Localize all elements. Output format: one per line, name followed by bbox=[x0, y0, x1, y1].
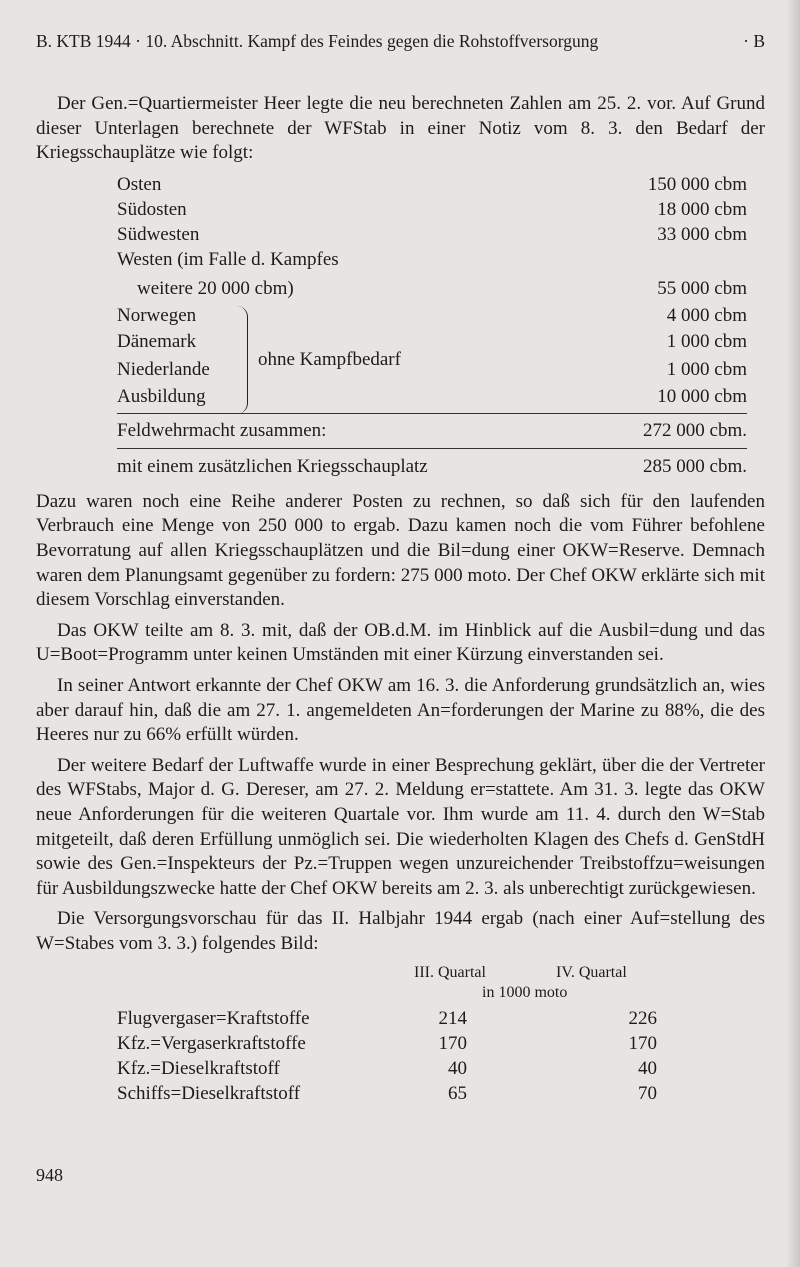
fuel-demand-table bbox=[36, 172, 765, 484]
table-row bbox=[117, 1006, 657, 1031]
row-label: Dänemark bbox=[117, 330, 197, 352]
row-label: Südwesten bbox=[117, 223, 200, 245]
unit-label: in 1000 moto bbox=[482, 984, 568, 1002]
table-row bbox=[117, 197, 747, 222]
paragraph: Der Gen.=Quartiermeister Heer legte die neu berechneten Zahlen am 25. 2. vor. Auf Grund dieser Unterlagen berechnete der WFStab in einer Notiz vom 8. 3. den Bedarf der Kriegsschauplätze wie folgt: bbox=[36, 93, 765, 164]
table-row bbox=[117, 384, 747, 409]
q4-value: 70 bbox=[638, 1083, 657, 1105]
q3-value: 214 bbox=[438, 1008, 467, 1030]
q3-value: 65 bbox=[448, 1083, 467, 1105]
page-edge-shadow bbox=[786, 0, 800, 1267]
row-label: mit einem zusätzlichen Kriegsschauplatz bbox=[117, 455, 428, 477]
row-label: Norwegen bbox=[117, 304, 197, 326]
row-label: weitere 20 000 cbm) bbox=[137, 277, 294, 299]
row-label: Ausbildung bbox=[117, 385, 206, 407]
row-label: Feldwehrmacht zusammen: bbox=[117, 419, 327, 441]
row-value: 10 000 cbm bbox=[657, 385, 747, 407]
paragraph: Die Versorgungsvorschau für das II. Halbjahr 1944 ergab (nach einer Auf=stellung des W=Stabes vom 3. 3.) folgendes Bild: bbox=[36, 908, 765, 954]
table-row bbox=[117, 222, 747, 247]
row-label: Südosten bbox=[117, 198, 187, 220]
column-header-q4: IV. Quartal bbox=[556, 964, 627, 982]
q4-value: 226 bbox=[628, 1008, 657, 1030]
row-label: Westen (im Falle d. Kampfes bbox=[117, 248, 339, 270]
table-row bbox=[117, 276, 747, 301]
running-header bbox=[36, 30, 765, 52]
row-label: Osten bbox=[117, 173, 162, 195]
row-label: Kfz.=Vergaserkraftstoffe bbox=[117, 1033, 306, 1055]
q4-value: 170 bbox=[628, 1033, 657, 1055]
table-row bbox=[117, 329, 747, 354]
row-label: Niederlande bbox=[117, 358, 210, 380]
row-value: 1 000 cbm bbox=[666, 330, 747, 352]
divider bbox=[117, 448, 747, 449]
row-value: 285 000 cbm. bbox=[643, 455, 747, 477]
page-number: 948 bbox=[36, 1165, 63, 1186]
column-header-q3: III. Quartal bbox=[414, 964, 486, 982]
table-row bbox=[117, 1031, 657, 1056]
header-section-letter: · B bbox=[743, 31, 765, 51]
brace-note: ohne Kampfbedarf bbox=[258, 348, 401, 370]
row-value: 150 000 cbm bbox=[647, 173, 747, 195]
table-row bbox=[117, 1081, 657, 1106]
row-value: 4 000 cbm bbox=[666, 304, 747, 326]
extra-row bbox=[117, 454, 747, 479]
row-value: 18 000 cbm bbox=[657, 198, 747, 220]
paragraph: Das OKW teilte am 8. 3. mit, daß der OB.d.M. im Hinblick auf die Ausbil=dung und das U=Boot=Programm unter keinen Umständen mit einer Kürzung einverstanden sei. bbox=[36, 619, 765, 666]
row-label: Kfz.=Dieselkraftstoff bbox=[117, 1058, 280, 1080]
q4-value: 40 bbox=[638, 1058, 657, 1080]
row-label: Flugvergaser=Kraftstoffe bbox=[117, 1008, 310, 1030]
table-row bbox=[117, 357, 747, 382]
row-value: 1 000 cbm bbox=[666, 358, 747, 380]
table-row bbox=[117, 303, 747, 328]
curly-brace bbox=[237, 306, 248, 414]
table-row bbox=[117, 172, 747, 197]
paragraph: Dazu waren noch eine Reihe anderer Posten zu rechnen, so daß sich für den laufenden Verbrauch eine Menge von 250 000 to ergab. Dazu kamen noch die vom Führer befohlene Bevorratung auf allen Kriegsschauplätzen und die Bil=dung einer OKW=Reserve. Demnach waren dem Planungsamt gegenüber zu fordern: 275 000 moto. Der Chef OKW erklärte sich mit diesem Vorschlag einverstanden. bbox=[36, 490, 765, 611]
divider bbox=[117, 413, 747, 414]
total-row bbox=[117, 418, 747, 443]
table-row bbox=[117, 247, 747, 272]
row-value: 33 000 cbm bbox=[657, 223, 747, 245]
paragraph: Der weitere Bedarf der Luftwaffe wurde in einer Besprechung geklärt, über die der Vertreter des WFStabs, Major d. G. Dereser, am 27. 2. Meldung er=stattete. Am 31. 3. legte das OKW neue Anforderungen für die weiteren Quartale vor. Ihm wurde am 11. 4. durch den W=Stab mitgeteilt, daß deren Erfüllung unmöglich sei. Die wiederholten Klagen des Chefs d. GenStdH sowie des Gen.=Inspekteurs der Pz.=Truppen wegen unzureichender Treibstoffzu=weisungen für Ausbildungszwecke hatte der Chef OKW bereits am 2. 3. als unberechtigt zurückgewiesen. bbox=[36, 754, 765, 899]
row-value: 55 000 cbm bbox=[657, 277, 747, 299]
table-row bbox=[117, 1056, 657, 1081]
paragraph: In seiner Antwort erkannte der Chef OKW am 16. 3. die Anforderung grundsätzlich an, wies aber darauf hin, daß die am 27. 1. angemeldeten An=forderungen der Marine zu 88%, die des Heeres nur zu 66% erfüllt würden. bbox=[36, 674, 765, 746]
row-label: Schiffs=Dieselkraftstoff bbox=[117, 1083, 301, 1105]
header-title: B. KTB 1944 · 10. Abschnitt. Kampf des Feindes gegen die Rohstoffversorgung bbox=[36, 31, 599, 51]
row-value: 272 000 cbm. bbox=[643, 419, 747, 441]
q3-value: 170 bbox=[438, 1033, 467, 1055]
q3-value: 40 bbox=[448, 1058, 467, 1080]
supply-forecast-table bbox=[36, 964, 765, 1134]
